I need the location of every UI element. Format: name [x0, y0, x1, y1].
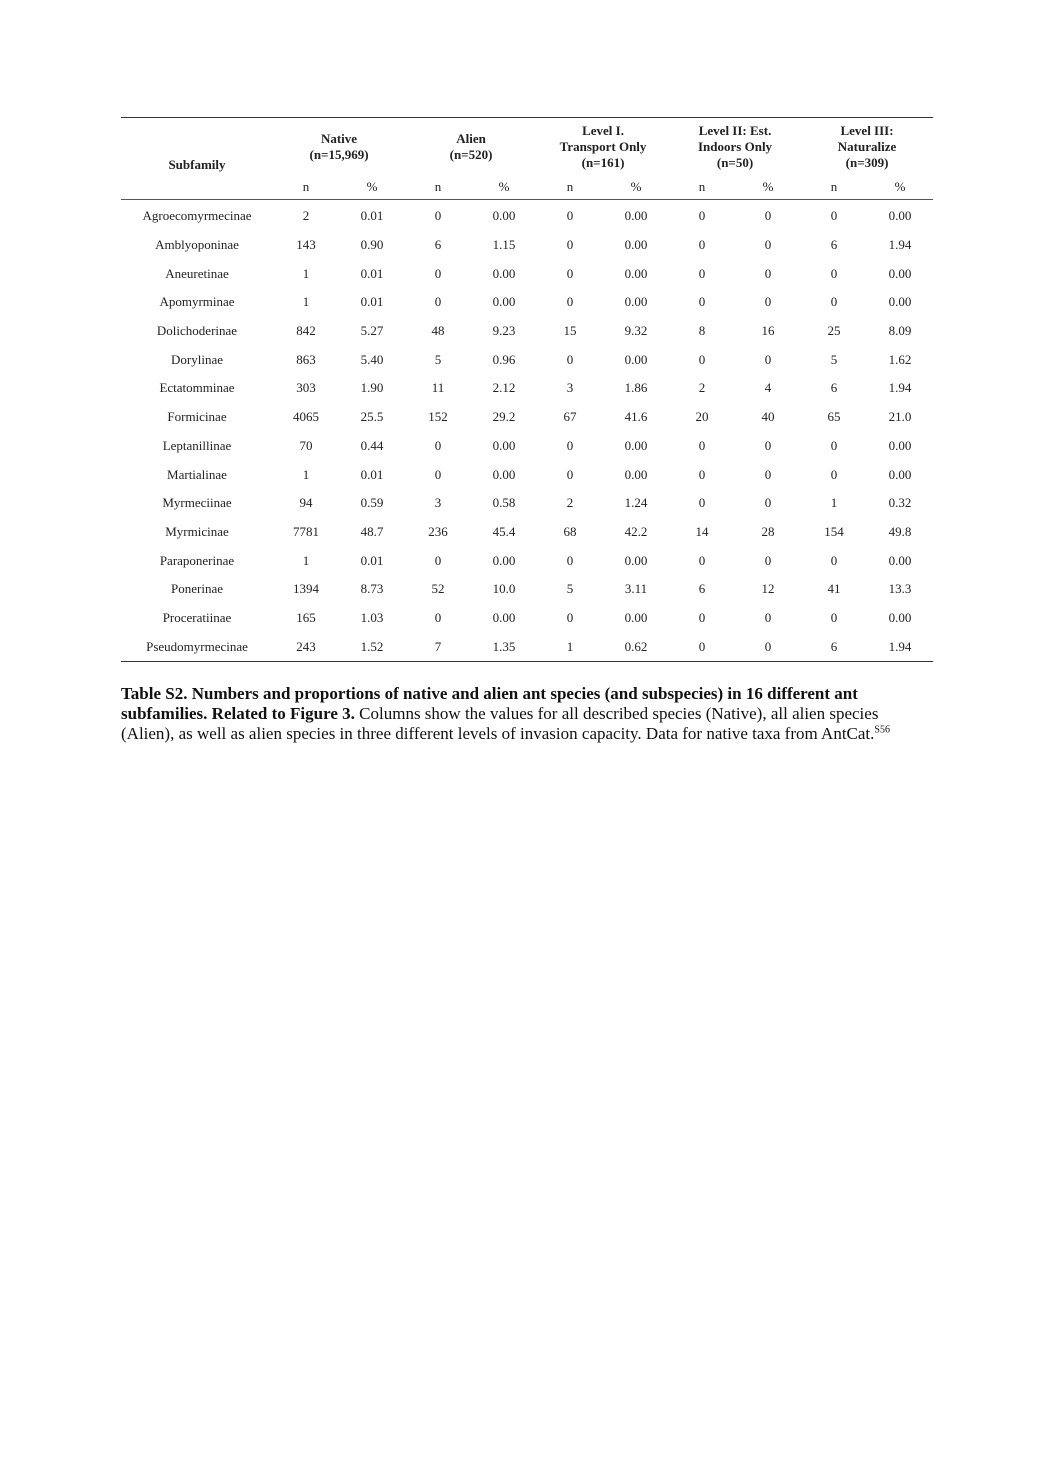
value-cell: 7 [405, 632, 471, 661]
value-cell: 0 [830, 265, 838, 281]
table-row [121, 518, 933, 547]
value-cell: 21.0 [888, 409, 912, 425]
value-cell: 48.7 [360, 523, 384, 539]
value-cell: 0 [434, 265, 442, 281]
value-cell: 0.00 [888, 265, 912, 281]
table-row [121, 575, 933, 604]
value-cell: 0.00 [624, 265, 648, 281]
value-cell: 0.00 [888, 609, 912, 625]
value-cell: 0 [830, 552, 838, 568]
value-cell: 152 [428, 409, 448, 425]
subfamily-cell: Aneuretinae [165, 265, 229, 281]
sub-header-blank [121, 175, 273, 200]
value-cell: 42.2 [624, 523, 648, 539]
value-cell: 1394 [293, 581, 319, 597]
value-cell: 5 [830, 351, 838, 367]
sub-header-percent: % [735, 175, 801, 200]
value-cell: 0 [434, 466, 442, 482]
value-cell: 6 [434, 237, 442, 253]
value-cell: 0 [434, 552, 442, 568]
subfamily-cell: Paraponerinae [159, 552, 235, 568]
value-cell: 0 [566, 237, 574, 253]
value-cell: 45.4 [492, 523, 516, 539]
table-row [121, 432, 933, 461]
value-cell: 0 [566, 265, 574, 281]
value-cell: 863 [296, 351, 316, 367]
subfamily-cell: Dorylinae [171, 351, 223, 367]
group-header-alien: Alien (n=520) [405, 118, 537, 176]
value-cell: 1.94 [888, 237, 912, 253]
table-row [121, 489, 933, 518]
table-row [121, 345, 933, 374]
sub-header-percent: % [867, 175, 933, 200]
value-cell: 0 [566, 552, 574, 568]
value-cell: 0.00 [888, 208, 912, 224]
table-caption [121, 684, 933, 744]
value-cell: 0.00 [492, 437, 516, 453]
value-cell: 8.09 [888, 323, 912, 339]
value-cell: 65 [827, 409, 841, 425]
value-cell: 25 [827, 323, 841, 339]
subfamily-cell: Apomyrminae [159, 294, 235, 310]
value-cell: 0 [698, 609, 706, 625]
value-cell: 0 [698, 495, 706, 511]
value-cell: 0.00 [624, 552, 648, 568]
caption-reference: S56 [874, 724, 890, 736]
value-cell: 94 [299, 495, 313, 511]
value-cell: 0 [434, 208, 442, 224]
table-body [121, 200, 933, 662]
value-cell: 1.86 [624, 380, 648, 396]
value-cell: 2 [698, 380, 706, 396]
subfamily-cell: Pseudomyrmecinae [121, 632, 273, 661]
value-cell: 0.00 [492, 466, 516, 482]
table-row [121, 374, 933, 403]
value-cell: 11 [431, 380, 445, 396]
caption-text: Columns show the values for all described species (Native), all alien species (Alien), as well as alien species in three different levels of invasion capacity. Data for native taxa from AntCat. [121, 704, 879, 743]
table-row [121, 546, 933, 575]
value-cell: 1 [302, 294, 310, 310]
sub-header-percent: % [471, 175, 537, 200]
value-cell: 1.94 [888, 380, 912, 396]
sub-header-n: n [537, 175, 603, 200]
species-table [121, 117, 933, 662]
group-header-level-3: Level III: Naturalize (n=309) [801, 118, 933, 176]
value-cell: 0 [698, 552, 706, 568]
value-cell: 0.62 [603, 632, 669, 661]
value-cell: 0.01 [360, 294, 384, 310]
value-cell: 0 [764, 495, 772, 511]
subfamily-cell: Myrmeciinae [162, 495, 232, 511]
table-row [121, 403, 933, 432]
value-cell: 0 [830, 294, 838, 310]
value-cell: 4065 [293, 409, 319, 425]
value-cell: 0 [434, 294, 442, 310]
value-cell: 2 [566, 495, 574, 511]
value-cell: 0 [434, 609, 442, 625]
group-header-native: Native (n=15,969) [273, 118, 405, 176]
value-cell: 68 [563, 523, 577, 539]
value-cell: 5 [434, 351, 442, 367]
value-cell: 0 [735, 632, 801, 661]
value-cell: 0 [698, 237, 706, 253]
value-cell: 1.52 [339, 632, 405, 661]
value-cell: 1 [302, 552, 310, 568]
value-cell: 70 [299, 437, 313, 453]
value-cell: 0.00 [624, 294, 648, 310]
value-cell: 0 [698, 208, 706, 224]
subfamily-cell: Proceratiinae [162, 609, 232, 625]
value-cell: 0 [698, 294, 706, 310]
value-cell: 3 [434, 495, 442, 511]
value-cell: 0.90 [360, 237, 384, 253]
value-cell: 1.03 [360, 609, 384, 625]
table-row [121, 317, 933, 346]
value-cell: 0 [566, 437, 574, 453]
value-cell: 0.00 [492, 208, 516, 224]
table-row [121, 632, 933, 661]
caption-title: Table S2. Numbers and proportions of native and alien ant species (and subspecies) in 16 different ant subfamilies. Related to Figure 3. [121, 684, 858, 723]
value-cell: 8 [698, 323, 706, 339]
value-cell: 0 [566, 294, 574, 310]
value-cell: 6 [830, 237, 838, 253]
value-cell: 1.90 [360, 380, 384, 396]
subfamily-cell: Formicinae [167, 409, 227, 425]
value-cell: 0.00 [624, 208, 648, 224]
sub-header-n: n [273, 175, 339, 200]
value-cell: 0 [669, 632, 735, 661]
value-cell: 1 [302, 265, 310, 281]
value-cell: 0.44 [360, 437, 384, 453]
subfamily-header: Subfamily [121, 118, 273, 176]
value-cell: 16 [761, 323, 775, 339]
value-cell: 0.00 [492, 552, 516, 568]
value-cell: 0 [830, 208, 838, 224]
value-cell: 143 [296, 237, 316, 253]
sub-header-percent: % [339, 175, 405, 200]
value-cell: 2.12 [492, 380, 516, 396]
value-cell: 15 [563, 323, 577, 339]
value-cell: 0.01 [360, 265, 384, 281]
table-row [121, 288, 933, 317]
value-cell: 0.00 [492, 609, 516, 625]
value-cell: 67 [563, 409, 577, 425]
value-cell: 1.35 [471, 632, 537, 661]
value-cell: 0.00 [624, 237, 648, 253]
value-cell: 236 [428, 523, 448, 539]
value-cell: 0 [764, 609, 772, 625]
value-cell: 5 [566, 581, 574, 597]
value-cell: 0 [566, 466, 574, 482]
value-cell: 0.00 [624, 609, 648, 625]
value-cell: 0 [830, 466, 838, 482]
value-cell: 41.6 [624, 409, 648, 425]
value-cell: 3.11 [624, 581, 648, 597]
value-cell: 0.01 [360, 208, 384, 224]
value-cell: 20 [695, 409, 709, 425]
value-cell: 0 [764, 237, 772, 253]
value-cell: 1 [830, 495, 838, 511]
value-cell: 303 [296, 380, 316, 396]
value-cell: 0 [764, 351, 772, 367]
subfamily-cell: Amblyoponinae [155, 237, 239, 253]
value-cell: 0.00 [624, 351, 648, 367]
sub-header-percent: % [603, 175, 669, 200]
value-cell: 13.3 [888, 581, 912, 597]
group-header-level-1: Level I. Transport Only (n=161) [537, 118, 669, 176]
value-cell: 0.58 [492, 495, 516, 511]
value-cell: 0 [698, 437, 706, 453]
value-cell: 0 [764, 265, 772, 281]
value-cell: 3 [566, 380, 574, 396]
value-cell: 1.94 [867, 632, 933, 661]
value-cell: 6 [830, 380, 838, 396]
value-cell: 6 [698, 581, 706, 597]
value-cell: 0.01 [360, 466, 384, 482]
value-cell: 0 [830, 437, 838, 453]
value-cell: 49.8 [888, 523, 912, 539]
value-cell: 0 [764, 466, 772, 482]
value-cell: 0 [764, 552, 772, 568]
group-header-row [121, 118, 933, 176]
value-cell: 0 [566, 208, 574, 224]
group-header-level-2: Level II: Est. Indoors Only (n=50) [669, 118, 801, 176]
table-container [121, 117, 933, 744]
value-cell: 2 [302, 208, 310, 224]
value-cell: 6 [801, 632, 867, 661]
value-cell: 0 [566, 351, 574, 367]
value-cell: 0 [830, 609, 838, 625]
table-row [121, 231, 933, 260]
value-cell: 0.00 [888, 552, 912, 568]
value-cell: 0 [434, 437, 442, 453]
value-cell: 0.00 [624, 437, 648, 453]
value-cell: 5.40 [360, 351, 384, 367]
value-cell: 52 [431, 581, 445, 597]
value-cell: 0.32 [888, 495, 912, 511]
value-cell: 0 [698, 466, 706, 482]
value-cell: 0 [698, 351, 706, 367]
subfamily-cell: Agroecomyrmecinae [142, 208, 252, 224]
value-cell: 154 [824, 523, 844, 539]
value-cell: 0.59 [360, 495, 384, 511]
value-cell: 0 [764, 437, 772, 453]
value-cell: 0.00 [492, 265, 516, 281]
value-cell: 1 [302, 466, 310, 482]
value-cell: 5.27 [360, 323, 384, 339]
value-cell: 0 [764, 294, 772, 310]
value-cell: 4 [764, 380, 772, 396]
value-cell: 25.5 [360, 409, 384, 425]
value-cell: 0.00 [492, 294, 516, 310]
value-cell: 0 [566, 609, 574, 625]
sub-header-row [121, 175, 933, 200]
subfamily-cell: Leptanillinae [162, 437, 232, 453]
value-cell: 40 [761, 409, 775, 425]
value-cell: 14 [695, 523, 709, 539]
value-cell: 7781 [293, 523, 319, 539]
table-row [121, 604, 933, 633]
value-cell: 29.2 [492, 409, 516, 425]
value-cell: 0.00 [888, 437, 912, 453]
value-cell: 0.00 [888, 466, 912, 482]
value-cell: 842 [296, 323, 316, 339]
value-cell: 0.01 [360, 552, 384, 568]
subfamily-cell: Dolichoderinae [156, 323, 238, 339]
value-cell: 1 [537, 632, 603, 661]
table-row [121, 460, 933, 489]
value-cell: 1.15 [492, 237, 516, 253]
subfamily-cell: Ectatomminae [159, 380, 235, 396]
value-cell: 9.32 [624, 323, 648, 339]
value-cell: 1.62 [888, 351, 912, 367]
value-cell: 243 [273, 632, 339, 661]
value-cell: 0 [698, 265, 706, 281]
value-cell: 0.00 [624, 466, 648, 482]
value-cell: 165 [296, 609, 316, 625]
value-cell: 0.00 [888, 294, 912, 310]
subfamily-cell: Ponerinae [171, 581, 223, 597]
table-row [121, 259, 933, 288]
subfamily-cell: Myrmicinae [165, 523, 229, 539]
sub-header-n: n [405, 175, 471, 200]
value-cell: 48 [431, 323, 445, 339]
value-cell: 8.73 [360, 581, 384, 597]
value-cell: 1.24 [624, 495, 648, 511]
value-cell: 9.23 [492, 323, 516, 339]
value-cell: 28 [761, 523, 775, 539]
value-cell: 0 [764, 208, 772, 224]
sub-header-n: n [801, 175, 867, 200]
value-cell: 12 [761, 581, 775, 597]
table-row [121, 200, 933, 231]
value-cell: 0.96 [492, 351, 516, 367]
subfamily-cell: Martialinae [167, 466, 227, 482]
value-cell: 10.0 [492, 581, 516, 597]
value-cell: 41 [827, 581, 841, 597]
sub-header-n: n [669, 175, 735, 200]
